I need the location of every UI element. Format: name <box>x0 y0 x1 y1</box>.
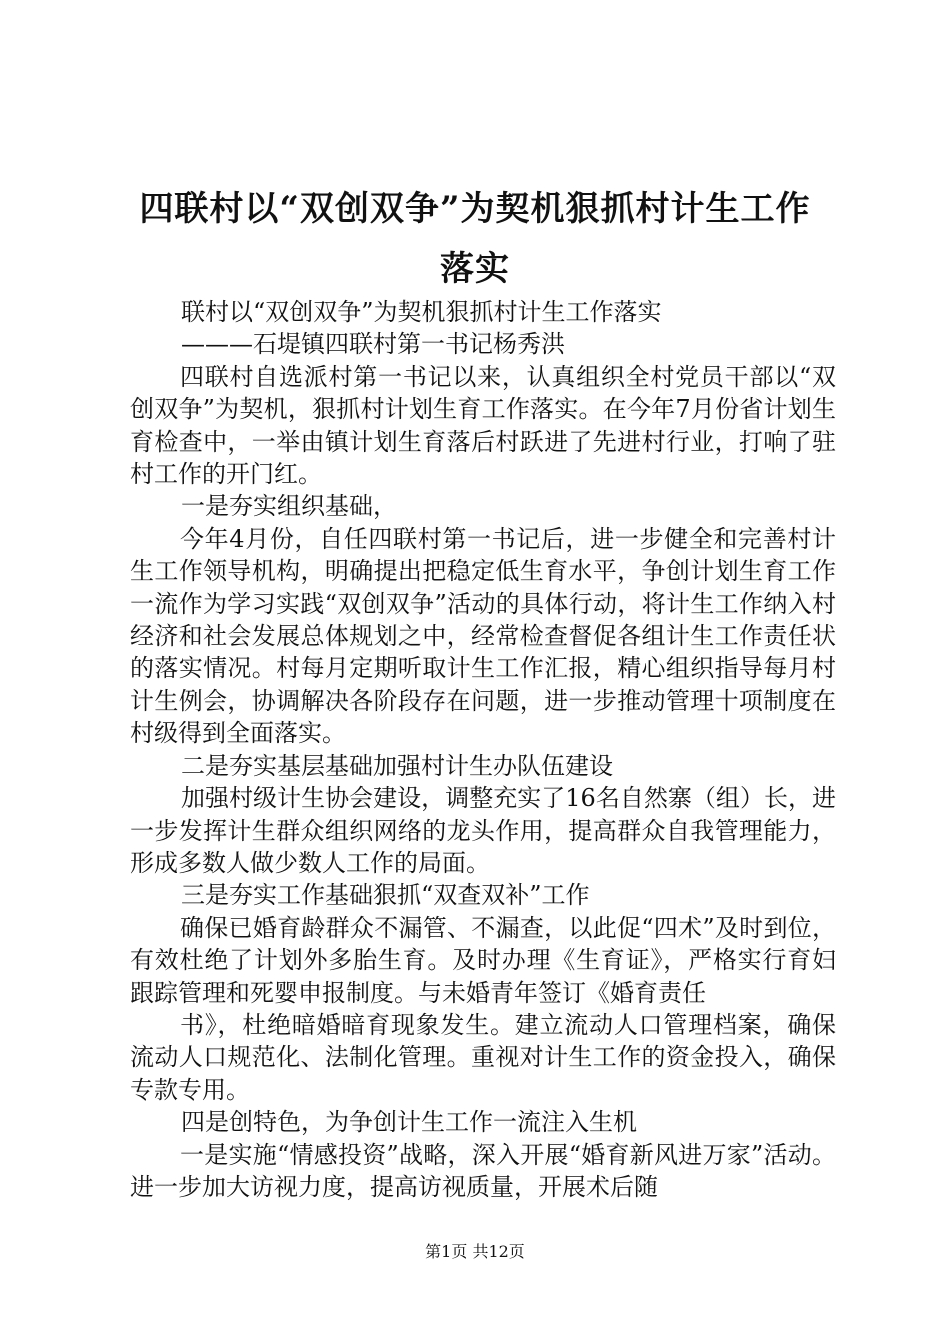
author-line: ———石堤镇四联村第一书记杨秀洪 <box>181 330 565 359</box>
subtitle-paragraph: 联村以“双创双争”为契机狠抓村计生工作落实 <box>181 298 662 326</box>
section-heading: 四是创特色，为争创计生工作一流注入生机 <box>181 1108 637 1137</box>
body-paragraph: 一是实施“情感投资”战略，深入开展“婚育新风进万家”活动。进一步加大访视力度，提高访视质量，开展术后随 <box>130 1140 836 1201</box>
document-title-line-1: 四联村以“双创双争”为契机狠抓村计生工作 <box>139 189 811 229</box>
section-heading: 三是夯实工作基础狠抓“双查双补”工作 <box>181 881 590 910</box>
body-paragraph: 今年4月份，自任四联村第一书记后，进一步健全和完善村计生工作领导机构，明确提出把稳定低生育水平，争创计划生育工作一流作为学习实践“双创双争”活动的具体行动，将计生工作纳入村经济和社会发展总体规划之中，经常检查督促各组计生工作责任状的落实情况。村每月定期听取计生工作汇报，精心组织指导每月村计生例会，协调解决各阶段存在问题，进一步推动管理十项制度在村级得到全面落实。 <box>130 524 836 748</box>
body-paragraph: 书》，杜绝暗婚暗育现象发生。建立流动人口管理档案，确保流动人口规范化、法制化管理。重视对计生工作的资金投入，确保专款专用。 <box>130 1010 836 1104</box>
document-title-line-2: 落实 <box>440 249 510 289</box>
body-paragraph: 四联村自选派村第一书记以来，认真组织全村党员干部以“双创双争”为契机，狠抓村计划生育工作落实。在今年7月份省计划生育检查中，一举由镇计划生育落后村跃进了先进村行业，打响了驻村工作的开门红。 <box>130 362 836 489</box>
section-heading: 一是夯实组织基础， <box>181 492 397 521</box>
document-body <box>130 296 836 1203</box>
section-heading: 二是夯实基层基础加强村计生办队伍建设 <box>181 751 613 780</box>
body-paragraph: 确保已婚育龄群众不漏管、不漏查，以此促“四术”及时到位，有效杜绝了计划外多胎生育。及时办理《生育证》，严格实行育妇跟踪管理和死婴申报制度。与未婚青年签订《婚育责任 <box>130 913 836 1007</box>
page-number-footer: 第1页 共12页 <box>425 1242 525 1261</box>
body-paragraph: 加强村级计生协会建设，调整充实了16名自然寨（组）长，进一步发挥计生群众组织网络的龙头作用，提高群众自我管理能力，形成多数人做少数人工作的局面。 <box>130 784 836 877</box>
